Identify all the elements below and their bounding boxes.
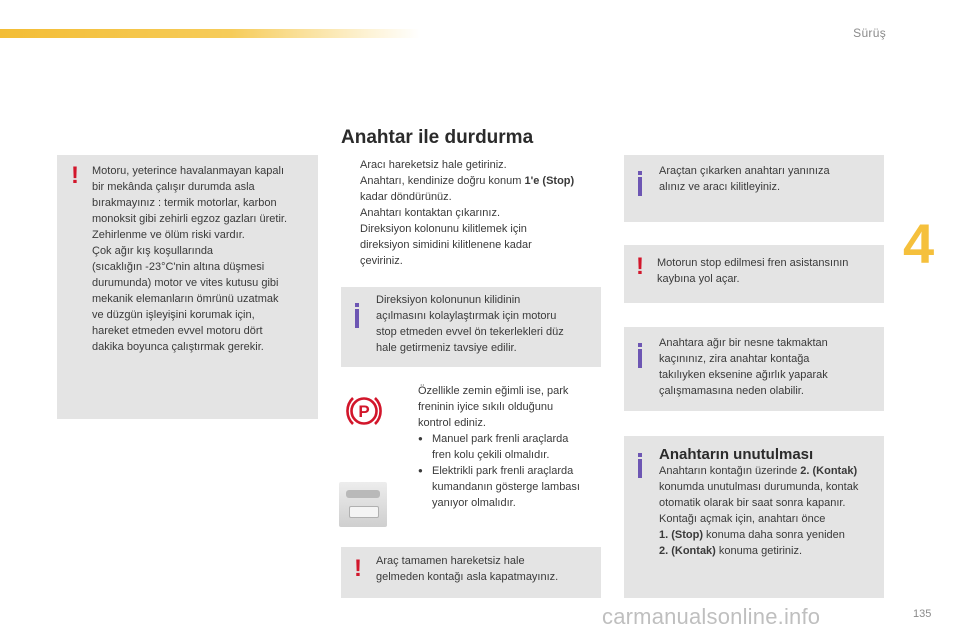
header-accent-bar: [0, 29, 420, 38]
info-icon: [638, 349, 642, 368]
left-warning-box: [57, 155, 318, 419]
parking-brake-icon: [345, 392, 383, 430]
chapter-name: Sürüş: [853, 26, 886, 40]
page-title: Anahtar ile durdurma: [341, 127, 534, 148]
parking-check-text: [399, 383, 604, 511]
warning-text-line: ve düzgün işleyişini korumak için,: [92, 309, 255, 321]
step-item: Direksiyon kolonunu kilitlemek için direksiyon simidini kilitlenene kadar çeviriniz.: [360, 223, 532, 267]
warning-text-line: monoksit gibi zehirli egzoz gazları üretir.: [92, 213, 288, 225]
steering-info-box: Direksiyon kolonunun kilidinin açılmasını kolaylaştırmak için motoru stop etmeden evvel ön tekerlekleri düz hale getirmeniz tavsiye edilir.: [341, 287, 601, 367]
info-icon: [355, 309, 359, 328]
warning-text-line: Zehirlenme ve ölüm riski vardır.: [92, 229, 245, 241]
step-item: Anahtarı kontaktan çıkarınız.: [360, 207, 501, 219]
warning-text-line: mekanik elemanların ömrünü uzatmak: [92, 293, 279, 305]
stop-steps-list: [341, 157, 603, 269]
list-item: ● Elektrikli park frenli araçlarda kumandanın gösterge lambası yanıyor olmalıdır.: [415, 463, 604, 511]
heavy-object-info-box: Anahtara ağır bir nesne takmaktan kaçınınız, zira anahtar kontağa takılıyken eksenine ağırlık yaparak çalışmamasına neden olabilir.: [624, 327, 884, 411]
warning-icon: !: [354, 555, 362, 582]
chapter-number: 4: [903, 212, 935, 275]
parking-brake-switch-image: [339, 482, 387, 527]
section-subtitle: Anahtarın unutulması: [659, 446, 814, 463]
warning-text-line: bırakmayınız : termik motorlar, karbon: [92, 197, 277, 209]
svg-text:P: P: [358, 402, 370, 421]
page-number: 135: [913, 608, 932, 620]
warning-icon: !: [636, 253, 644, 280]
list-item: ● Manuel park frenli araçlarda fren kolu çekili olmalıdır.: [415, 431, 604, 463]
info-icon: [638, 177, 642, 196]
warning-text-line: dakika boyunca çalıştırmak gerekir.: [92, 341, 264, 353]
brake-assist-warning-box: ! Motorun stop edilmesi fren asistansının kaybına yol açar.: [624, 245, 884, 303]
warning-text-line: durumunda) motor ve vites kutusu gibi: [92, 277, 279, 289]
warning-icon: !: [71, 162, 79, 189]
warning-text-line: Çok ağır kış koşullarında: [92, 245, 214, 257]
watermark-text: carmanualsonline.info: [602, 604, 821, 629]
warning-text-line: Motoru, yeterince havalanmayan kapalı: [92, 165, 284, 177]
key-remove-info-box: Araçtan çıkarken anahtarı yanınıza alınız ve aracı kilitleyiniz.: [624, 155, 884, 222]
forgotten-key-box: Anahtarın unutulması Anahtarın kontağın üzerinde 2. (Kontak) konumda unutulması durumunda, kontak otomatik olarak bir saat sonra kapanır. Kontağı açmak için, anahtarı önce 1. (Stop) konuma daha sonra yeniden 2. (Kontak) konuma getiriniz.: [624, 436, 884, 598]
parking-bullet-list: [399, 431, 604, 511]
step-item: Aracı hareketsiz hale getiriniz.: [360, 159, 507, 171]
warning-text-line: (sıcaklığın -23°C'nin altına düşmesi: [92, 261, 265, 273]
info-icon: [638, 459, 642, 478]
bottom-warning-box: ! Araç tamamen hareketsiz hale gelmeden kontağı asla kapatmayınız.: [341, 547, 601, 598]
warning-text-line: bir mekânda çalışır durumda asla: [92, 181, 255, 193]
warning-text-line: hareket etmeden evvel motoru dört: [92, 325, 263, 337]
step-item: Anahtarı, kendinize doğru konum 1'e (Stop) kadar döndürünüz.: [360, 175, 575, 203]
parking-intro: Özellikle zemin eğimli ise, park freninin iyice sıkılı olduğunu kontrol ediniz.: [418, 385, 569, 429]
